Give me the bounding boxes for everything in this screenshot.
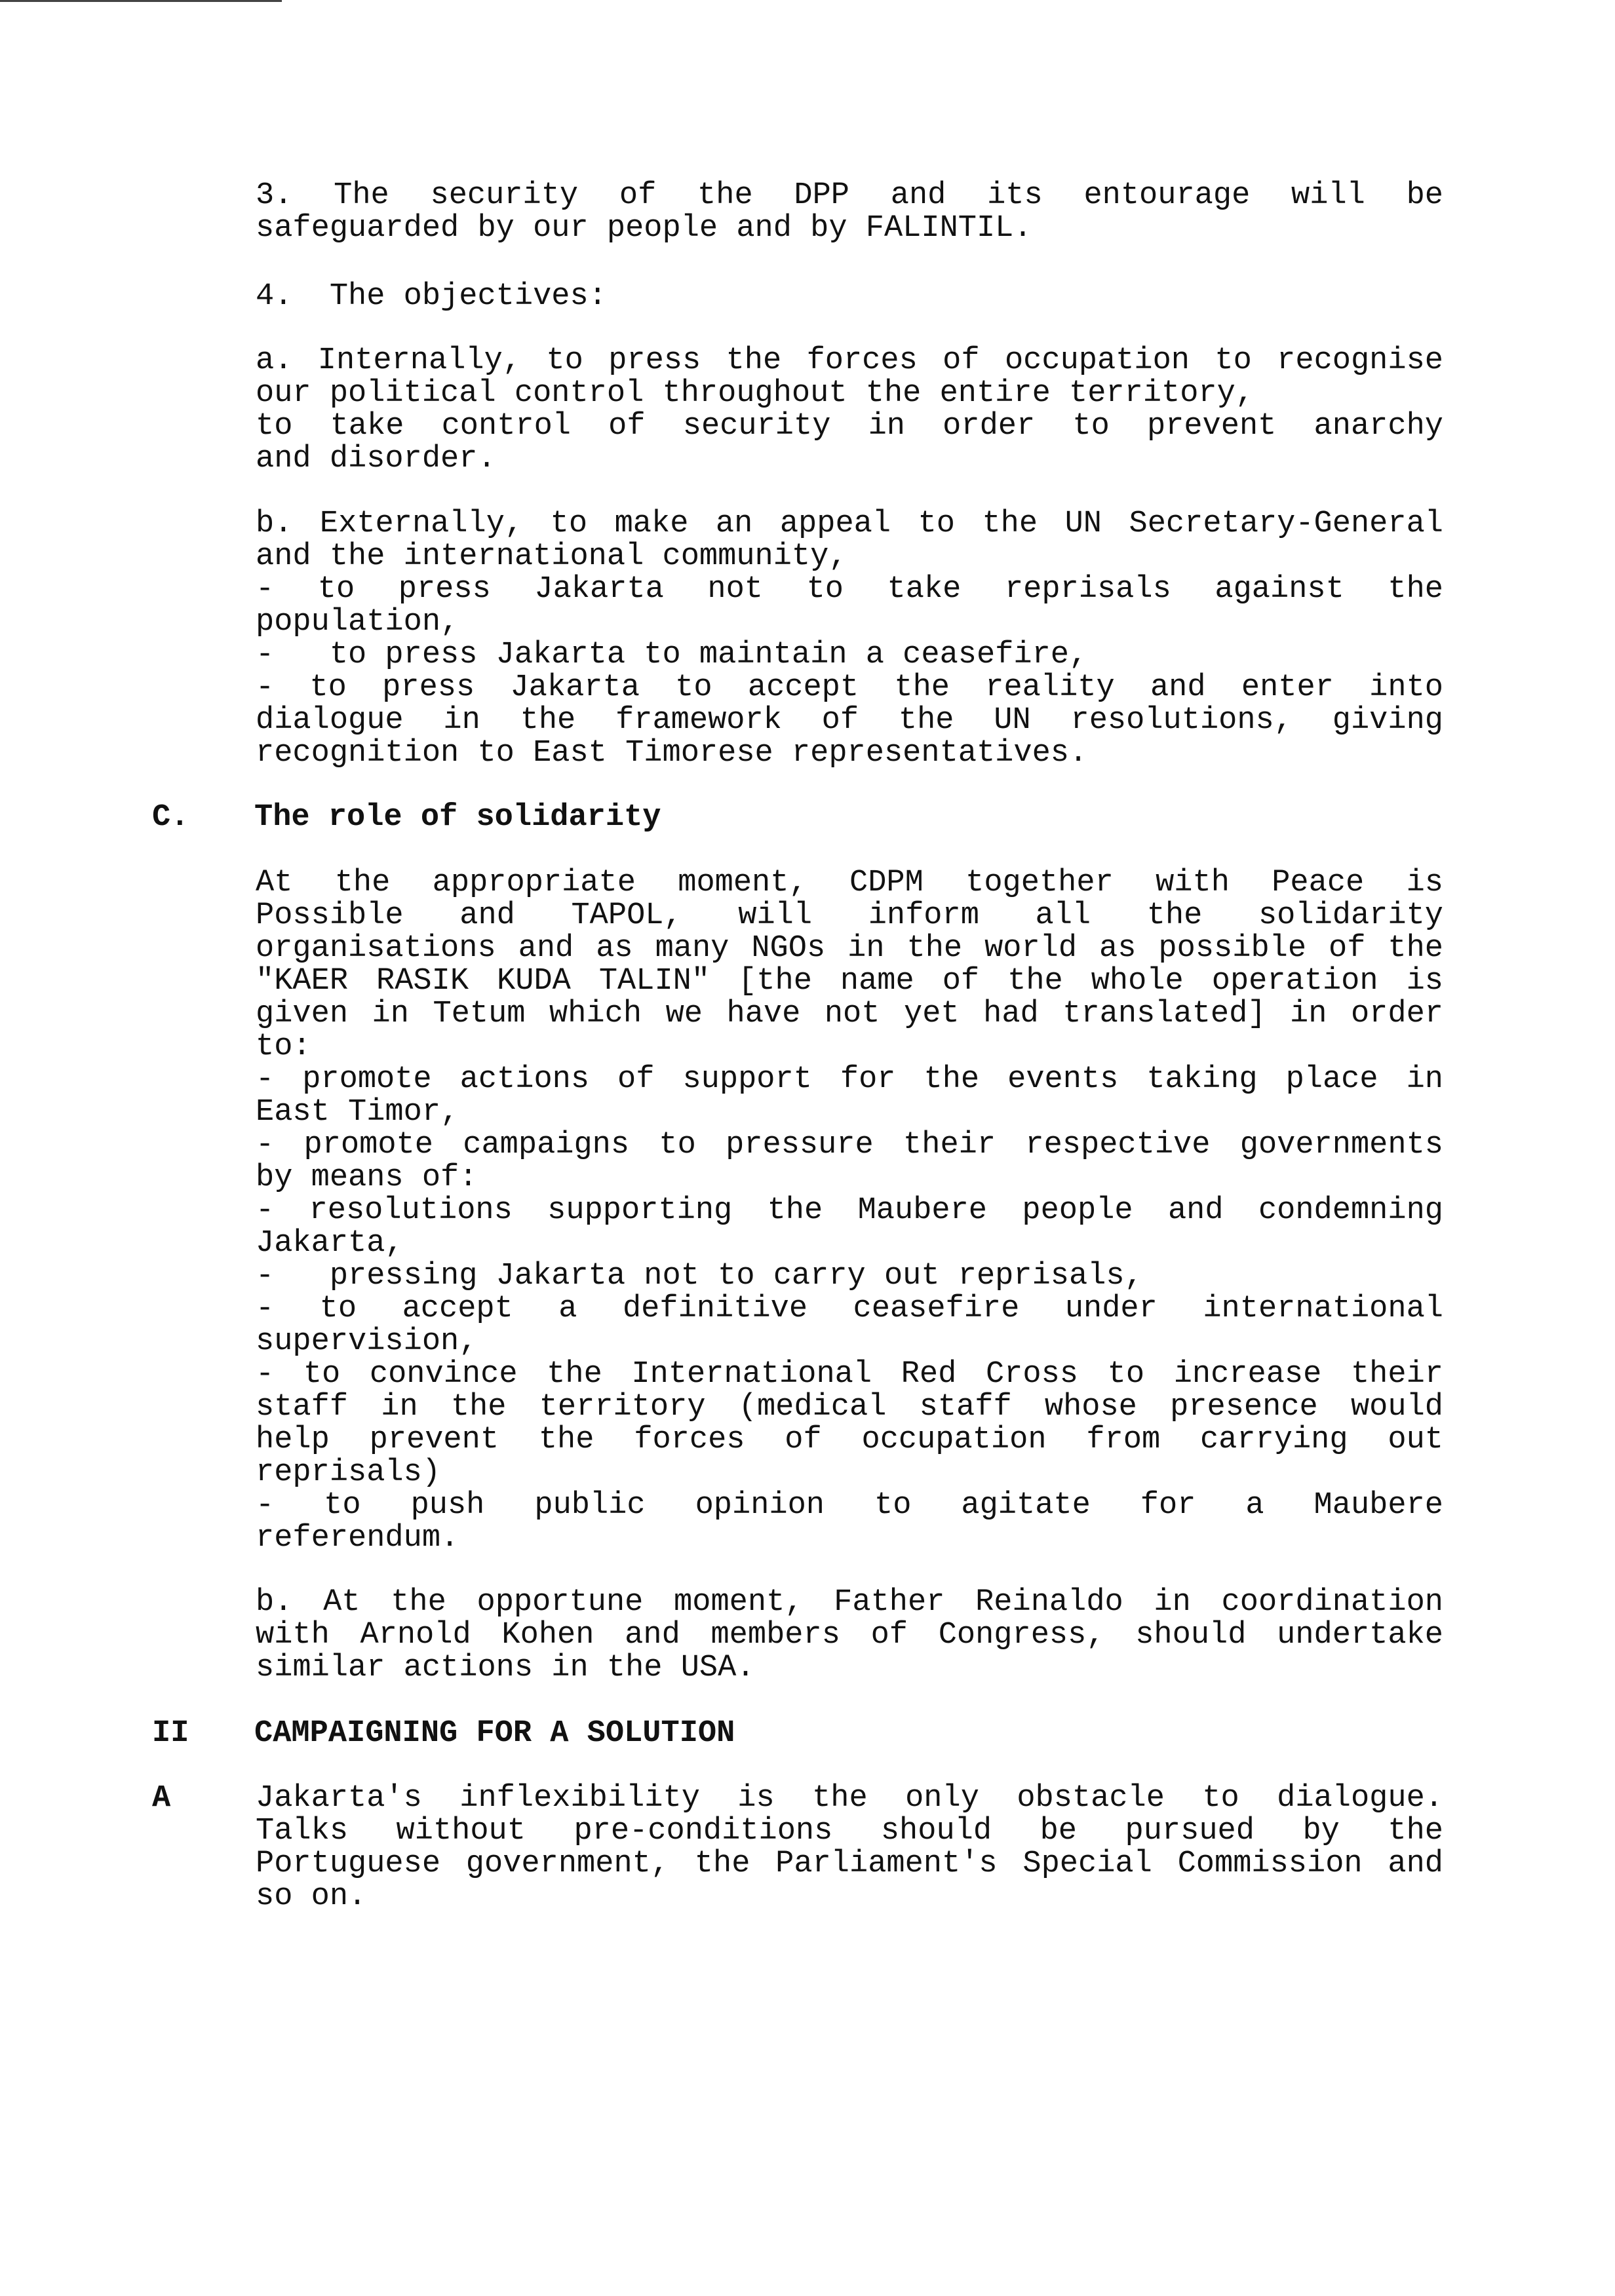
objective-b-line-8: recognition to East Timorese representatives. — [256, 736, 1088, 771]
section-ii-title: CAMPAIGNING FOR A SOLUTION — [254, 1716, 735, 1751]
section-a-paragraph — [256, 1782, 1443, 1913]
objective-a-paragraph — [256, 345, 1443, 476]
item-3-paragraph — [256, 180, 1443, 245]
section-c-paragraph — [256, 867, 1443, 1555]
section-ii-marker: II — [152, 1716, 189, 1751]
section-c-line-16: - to convince the International Red Cross to increase their — [256, 1357, 1443, 1392]
section-c-line-20: - to push public opinion to agitate for a Maubere — [256, 1488, 1443, 1523]
section-c-line-19: reprisals) — [256, 1455, 441, 1490]
section-c-line-6: to: — [256, 1029, 311, 1064]
item-3-line-2: safeguarded by our people and by FALINTIL. — [256, 211, 1032, 246]
section-a-line-3: Portuguese government, the Parliament's Special Commission and — [256, 1846, 1443, 1881]
section-c-b-line-1: b. At the opportune moment, Father Reinaldo in coordination — [256, 1585, 1443, 1620]
section-c-line-2: Possible and TAPOL, will inform all the solidarity — [256, 898, 1443, 933]
objective-b-line-1: b. Externally, to make an appeal to the UN Secretary-General — [256, 507, 1443, 541]
objective-b-line-7: dialogue in the framework of the UN resolutions, giving — [256, 703, 1443, 738]
section-c-line-7: - promote actions of support for the events taking place in — [256, 1062, 1443, 1097]
section-a-line-1: Jakarta's inflexibility is the only obstacle to dialogue. — [256, 1781, 1443, 1816]
objective-a-line-1: a. Internally, to press the forces of occupation to recognise — [256, 343, 1443, 378]
section-c-line-11: - resolutions supporting the Maubere people and condemning — [256, 1193, 1443, 1228]
objective-b-line-3: - to press Jakarta not to take reprisals against the — [256, 572, 1443, 607]
section-c-line-5: given in Tetum which we have not yet had translated] in order — [256, 997, 1443, 1031]
section-c-line-17: staff in the territory (medical staff whose presence would — [256, 1390, 1443, 1425]
section-c-line-1: At the appropriate moment, CDPM together with Peace is — [256, 866, 1443, 900]
section-c-b-line-2: with Arnold Kohen and members of Congress, should undertake — [256, 1618, 1443, 1653]
section-c-b-line-3: similar actions in the USA. — [256, 1651, 755, 1685]
section-c-line-8: East Timor, — [256, 1095, 459, 1130]
section-c-title: The role of solidarity — [254, 800, 661, 835]
section-c-line-4: "KAER RASIK KUDA TALIN" [the name of the whole operation is — [256, 964, 1443, 999]
section-c-line-18: help prevent the forces of occupation from carrying out — [256, 1423, 1443, 1457]
item-3-line-1: 3. The security of the DPP and its entourage will be — [256, 178, 1443, 213]
objective-b-line-6: - to press Jakarta to accept the reality and enter into — [256, 670, 1443, 705]
objective-a-line-4: and disorder. — [256, 442, 496, 476]
section-c-line-3: organisations and as many NGOs in the world as possible of the — [256, 931, 1443, 966]
objective-b-line-4: population, — [256, 605, 459, 640]
section-c-marker: C. — [152, 800, 189, 835]
objective-b-paragraph — [256, 508, 1443, 770]
item-4-text: 4. The objectives: — [256, 279, 607, 314]
section-c-line-14: - to accept a definitive ceasefire under international — [256, 1292, 1443, 1326]
objective-b-line-5: - to press Jakarta to maintain a ceasefire, — [256, 638, 1088, 672]
section-a-marker: A — [152, 1781, 171, 1816]
section-c-b-paragraph — [256, 1586, 1443, 1685]
section-a-line-4: so on. — [256, 1879, 367, 1914]
section-c-line-10: by means of: — [256, 1160, 478, 1195]
section-c-line-13: - pressing Jakarta not to carry out reprisals, — [256, 1259, 1143, 1293]
section-a-line-2: Talks without pre-conditions should be pursued by the — [256, 1814, 1443, 1848]
objective-a-line-3: to take control of security in order to prevent anarchy — [256, 409, 1443, 444]
section-c-line-9: - promote campaigns to pressure their respective governments — [256, 1128, 1443, 1162]
objective-b-line-2: and the international community, — [256, 539, 847, 574]
section-c-line-15: supervision, — [256, 1324, 478, 1359]
objective-a-line-2: our political control throughout the entire territory, — [256, 376, 1255, 411]
section-c-line-12: Jakarta, — [256, 1226, 404, 1261]
section-c-line-21: referendum. — [256, 1521, 459, 1556]
item-4-heading — [256, 280, 1443, 313]
